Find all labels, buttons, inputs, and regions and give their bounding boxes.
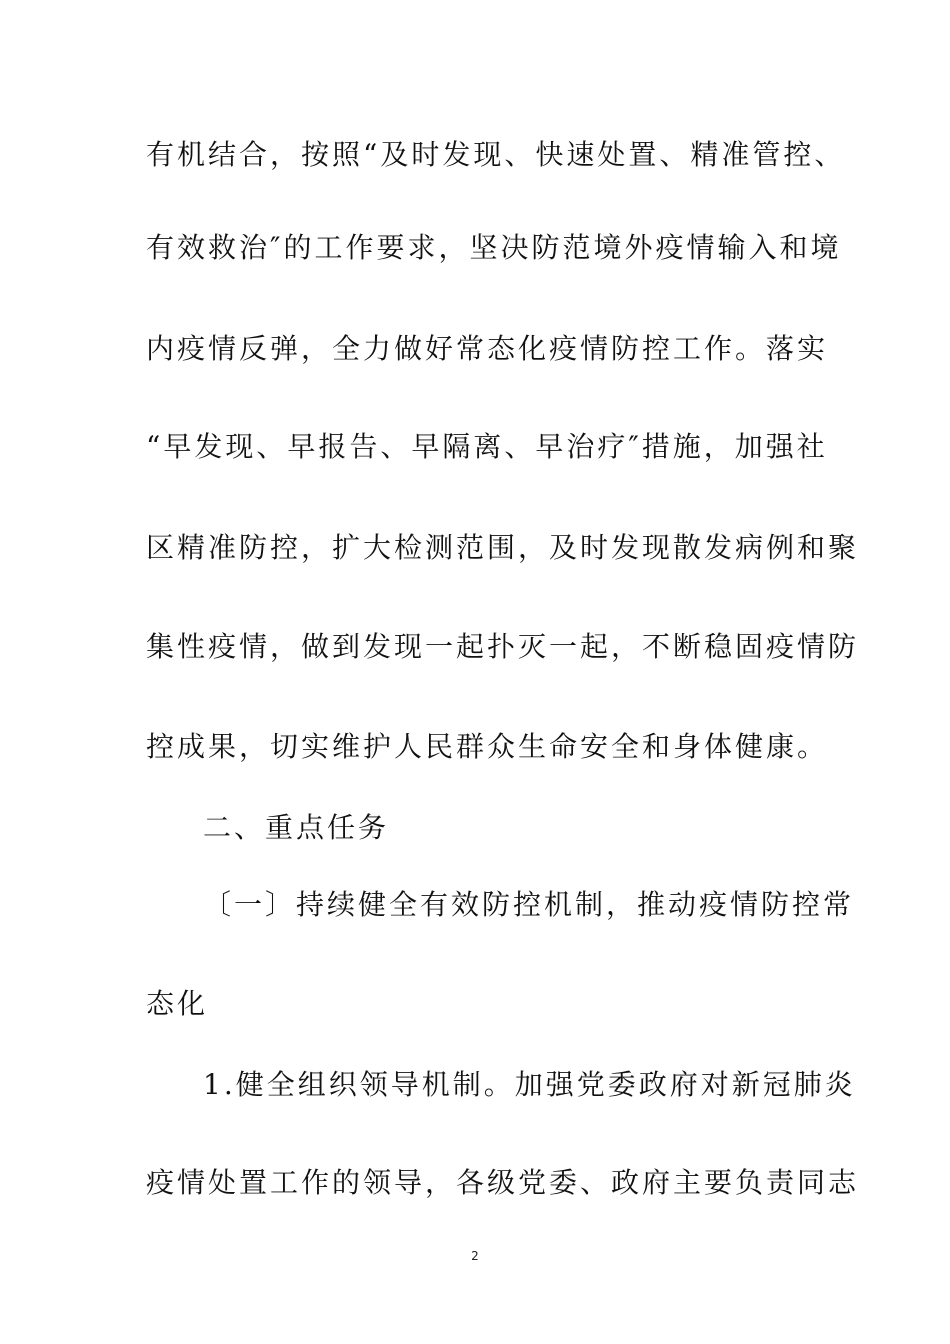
subsection-heading-line-2: 态化 [146, 987, 209, 1020]
section-heading: 二、重点任务 [203, 811, 390, 844]
page-number: 2 [471, 1249, 479, 1263]
paragraph-line-6: 集性疫情，做到发现一起扑灭一起，不断稳固疫情防 [146, 630, 860, 663]
paragraph-line-2: 有效救治″的工作要求，坚决防范境外疫情输入和境 [146, 231, 842, 264]
item-paragraph-line-1: 1.健全组织领导机制。加强党委政府对新冠肺炎 [203, 1068, 856, 1101]
item-paragraph-line-2: 疫情处置工作的领导，各级党委、政府主要负责同志 [146, 1166, 860, 1199]
paragraph-line-3: 内疫情反弹，全力做好常态化疫情防控工作。落实 [146, 332, 829, 365]
paragraph-line-1: 有机结合，按照“及时发现、快速处置、精准管控、 [146, 138, 846, 171]
paragraph-line-4: “早发现、早报告、早隔离、早治疗″措施，加强社 [146, 430, 828, 463]
paragraph-line-5: 区精准防控，扩大检测范围，及时发现散发病例和聚 [146, 531, 860, 564]
subsection-heading-line-1: 〔一〕持续健全有效防控机制，推动疫情防控常 [203, 888, 855, 921]
paragraph-line-7: 控成果，切实维护人民群众生命安全和身体健康。 [146, 730, 829, 763]
